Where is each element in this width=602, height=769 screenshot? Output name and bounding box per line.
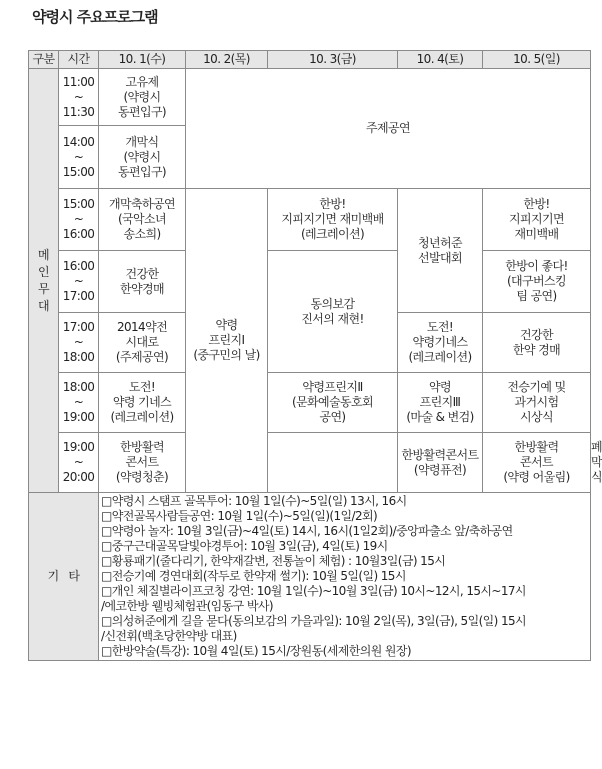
time-slot: 11:00 ~ 11:30 [59, 69, 99, 126]
list-item: □한방약술(특강): 10월 4일(토) 15시/장원동(세제한의원 원장) [101, 644, 411, 658]
program-cell: 2014약전 시대로 (주제공연) [99, 313, 186, 373]
program-cell: 한방이 좋다! (대구버스킹 팀 공연) [483, 251, 591, 313]
header-day2: 10. 2(목) [186, 51, 268, 69]
time-slot: 14:00 ~ 15:00 [59, 126, 99, 189]
program-cell: 건강한 한약 경매 [483, 313, 591, 373]
header-day5: 10. 5(일) [483, 51, 591, 69]
time-slot: 17:00 ~ 18:00 [59, 313, 99, 373]
table-row [29, 189, 591, 251]
table-row [29, 69, 591, 126]
etc-row [29, 493, 591, 661]
list-item: □전승기예 경연대회(작두로 한약재 썰기): 10월 5일(일) 15시 [101, 569, 406, 583]
list-item: □개인 체질별라이프코칭 강연: 10월 1일(수)~10월 3일(금) 10시~12시, 15시~17시 [101, 584, 526, 598]
program-cell: 한방! 지피지기면 재미백배 (레크레이션) [268, 189, 398, 251]
program-cell: 한방! 지피지기면 재미백배 [483, 189, 591, 251]
theme-performance-cell: 주제공연 [186, 69, 591, 189]
list-item: □약령아 놀자: 10월 3일(금)~4일(토) 14시, 16시(1일2회)/중앙파출소 앞/축하공연 [101, 524, 513, 538]
list-item-continued: /신전휘(백초당한약방 대표) [101, 629, 237, 643]
etc-label: 기 타 [29, 493, 99, 661]
list-item-continued: /에코한방 웰빙체험관(임동구 박사) [101, 599, 273, 613]
list-item: □황룡패기(줄다리기, 한약재갈변, 전통놀이 체험) : 10월3일(금) 15시 [101, 554, 446, 568]
header-time: 시간 [59, 51, 99, 69]
table-row: 19:00 ~ 20:00 한방활력 콘서트 (약령청춘) 한방활력콘서트 (약령퓨전) 한방활력 콘서트 (약령 어울림) 폐막식 [29, 433, 591, 493]
program-cell: 전승기예 및 과거시험 시상식 [483, 373, 591, 433]
header-gubun: 구분 [29, 51, 59, 69]
program-cell: 건강한 한약경매 [99, 251, 186, 313]
program-cell: 한방활력콘서트 (약령퓨전) [398, 433, 483, 493]
program-cell [268, 433, 398, 493]
list-item: □의성허준에게 길을 묻다(동의보감의 가을과일): 10월 2일(목), 3일(금), 5일(일) 15시 [101, 614, 527, 628]
list-item: □약령시 스탬프 골목투어: 10월 1일(수)~5일(일) 13시, 16시 [101, 494, 407, 508]
program-cell: 약령 프린지Ⅲ (마술 & 변검) [398, 373, 483, 433]
header-day3: 10. 3(금) [268, 51, 398, 69]
header-row [29, 51, 591, 69]
program-cell: 개막식 (약령시 동편입구) [99, 126, 186, 189]
header-day4: 10. 4(토) [398, 51, 483, 69]
etc-list [99, 493, 591, 661]
program-cell: 청년허준 선발대회 [398, 189, 483, 313]
program-cell: 도전! 약령 기네스 (레크레이션) [99, 373, 186, 433]
program-cell: 고유제 (약령시 동편입구) [99, 69, 186, 126]
list-item: □중구근대골목달빛야경투어: 10월 3일(금), 4일(토) 19시 [101, 539, 388, 553]
table-row [29, 373, 591, 433]
time-slot: 16:00 ~ 17:00 [59, 251, 99, 313]
time-slot: 19:00 ~ 20:00 [59, 433, 99, 493]
time-slot: 18:00 ~ 19:00 [59, 373, 99, 433]
program-cell: 동의보감 진서의 재현! [268, 251, 398, 373]
program-cell: 한방활력 콘서트 (약령 어울림) [483, 433, 591, 493]
time-slot: 15:00 ~ 16:00 [59, 189, 99, 251]
page-title: 약령시 주요프로그램 [32, 8, 158, 26]
header-day1: 10. 1(수) [99, 51, 186, 69]
list-item: □약전골목사람들공연: 10월 1일(수)~5일(일)(1일/2회) [101, 509, 378, 523]
program-cell: 한방활력 콘서트 (약령청춘) [99, 433, 186, 493]
table-row [29, 251, 591, 313]
main-stage-label: 메 인 무 대 [29, 69, 59, 493]
program-cell: 도전! 약령기네스 (레크레이션) [398, 313, 483, 373]
program-cell: 약령프린지Ⅱ (문화예술동호회 공연) [268, 373, 398, 433]
program-table [28, 50, 602, 661]
program-cell: 약령 프린지Ⅰ (중구민의 날) [186, 189, 268, 493]
program-cell: 개막축하공연 (국악소녀 송소희) [99, 189, 186, 251]
